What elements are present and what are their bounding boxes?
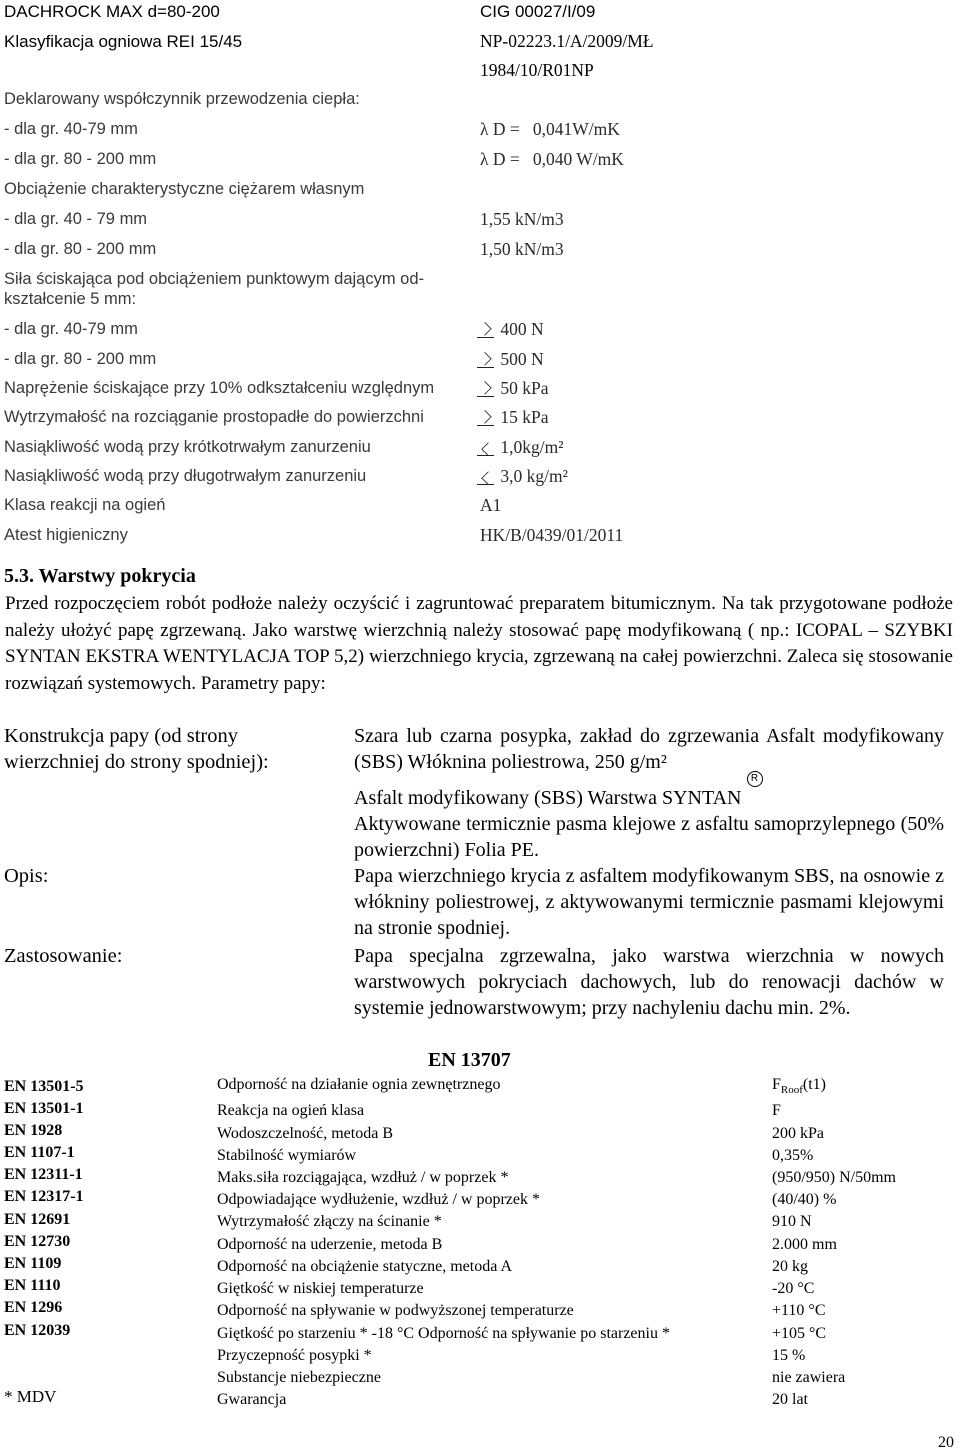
param-label: Wytrzymałość na rozciąganie prostopadłe do powierzchni — [4, 408, 424, 426]
property-value: 20 lat — [772, 1391, 808, 1408]
property-name: Substancje niebezpieczne — [217, 1369, 381, 1386]
construction-layers-text: Szara lub czarna posypka, zakład do zgrzewania Asfalt modyfikowany (SBS) Włóknina poliestrowa, 250 g/m² — [354, 725, 944, 773]
property-value-main: F — [772, 1076, 781, 1093]
property-name: Odporność na uderzenie, metoda B — [217, 1236, 443, 1253]
force-heading: Siła ściskająca pod obciążeniem punktowym dającym od- — [4, 270, 425, 288]
standard-code: EN 13501-5 — [4, 1078, 84, 1095]
description-label: Opis: — [4, 865, 49, 887]
standard-heading: EN 13707 — [428, 1049, 511, 1071]
property-value — [772, 1076, 826, 1096]
standard-code: EN 12730 — [4, 1233, 71, 1250]
property-name: Wytrzymałość złączy na ścinanie * — [217, 1213, 442, 1230]
description-text: Papa wierzchniego krycia z asfaltem modyfikowanym SBS, na osnowie z włókniny poliestrowej, z aktywowanymi termicznie pasmami klejowymi na stronie spodniej. — [354, 865, 944, 939]
property-name: Przyczepność posypki * — [217, 1347, 372, 1364]
conductivity-heading: Deklarowany współczynnik przewodzenia ciepła: — [4, 90, 360, 108]
property-name: Odpowiadające wydłużenie, wzdłuż / w poprzek * — [217, 1191, 540, 1208]
section-title: 5.3. Warstwy pokrycia — [4, 565, 196, 587]
load-row-label: - dla gr. 80 - 200 mm — [4, 240, 157, 258]
force-row-value: 500 N — [476, 349, 544, 370]
greater-equal-icon — [476, 410, 496, 428]
standard-code: EN 12039 — [4, 1322, 71, 1339]
property-name: Odporność na działanie ognia zewnętrznego — [217, 1076, 501, 1093]
load-heading: Obciążenie charakterystyczne ciężarem własnym — [4, 180, 365, 198]
application-label: Zastosowanie: — [4, 945, 123, 967]
standard-code: EN 1928 — [4, 1122, 63, 1139]
param-value: 15 kPa — [476, 407, 549, 428]
approval-number-2: 1984/10/R01NP — [480, 60, 594, 80]
registered-mark-icon: R — [747, 771, 763, 787]
property-value: 15 % — [772, 1347, 806, 1364]
standard-code: EN 12311-1 — [4, 1166, 83, 1183]
construction-label: Konstrukcja papy (od strony — [4, 725, 238, 747]
greater-equal-icon — [476, 352, 496, 370]
property-value: nie zawiera — [772, 1369, 846, 1386]
property-value: 910 N — [772, 1213, 812, 1230]
page-number: 20 — [938, 1434, 954, 1451]
property-name: Giętkość w niskiej temperaturze — [217, 1280, 424, 1297]
param-value: 3,0 kg/m² — [476, 466, 568, 487]
conductivity-row-value: λ D = 0,040 W/mK — [480, 149, 624, 169]
load-row-label: - dla gr. 40 - 79 mm — [4, 210, 148, 228]
property-name: Maks.siła rozciągająca, wzdłuż / w poprzek * — [217, 1169, 509, 1186]
standard-code: EN 1107-1 — [4, 1144, 75, 1161]
property-value-tail: (t1) — [802, 1076, 827, 1093]
param-label: Nasiąkliwość wodą przy długotrwałym zanurzeniu — [4, 467, 367, 485]
property-value-subscript: Roof — [780, 1084, 803, 1097]
force-row-value: 400 N — [476, 319, 544, 340]
construction-label-cont: wierzchniej do strony spodniej): — [4, 751, 269, 773]
property-value: 200 kPa — [772, 1125, 824, 1142]
greater-equal-icon — [476, 322, 496, 340]
approval-number: NP-02223.1/A/2009/MŁ — [480, 31, 654, 51]
param-value: A1 — [480, 495, 502, 515]
param-label: Naprężenie ściskające przy 10% odkształceniu względnym — [4, 379, 435, 397]
application-text: Papa specjalna zgrzewalna, jako warstwa wierzchnia w nowych warstwowych pokryciach dachowych, lub do renowacji dachów w systemie jednowarstwowym; przy nachyleniu dachu min. 2%. — [354, 945, 944, 1019]
mdv-note: * MDV — [4, 1387, 57, 1406]
conductivity-row-label: - dla gr. 40-79 mm — [4, 120, 138, 138]
force-row-label: - dla gr. 40-79 mm — [4, 320, 138, 338]
property-value: (950/950) N/50mm — [772, 1169, 896, 1186]
standard-code: EN 13501-1 — [4, 1100, 84, 1117]
standard-code: EN 1110 — [4, 1277, 61, 1294]
load-row-value: 1,50 kN/m3 — [480, 239, 564, 259]
certificate-number: CIG 00027/I/09 — [480, 2, 596, 21]
property-name: Odporność na spływanie w podwyższonej temperaturze — [217, 1302, 574, 1319]
param-value: HK/B/0439/01/2011 — [480, 525, 624, 545]
property-value: -20 °C — [772, 1280, 815, 1297]
param-label: Nasiąkliwość wodą przy krótkotrwałym zanurzeniu — [4, 438, 371, 456]
property-name: Giętkość po starzeniu * -18 °C Odporność na spływanie po starzeniu * — [217, 1325, 670, 1342]
property-value: (40/40) % — [772, 1191, 837, 1208]
document-title: DACHROCK MAX d=80-200 — [4, 2, 220, 21]
standard-code: EN 12691 — [4, 1211, 71, 1228]
property-value: 2.000 mm — [772, 1236, 837, 1253]
greater-equal-icon — [476, 381, 496, 399]
load-row-value: 1,55 kN/m3 — [480, 209, 564, 229]
conductivity-row-value: λ D = 0,041W/mK — [480, 119, 620, 139]
property-value: +105 °C — [772, 1325, 827, 1342]
param-label: Klasa reakcji na ogień — [4, 496, 166, 514]
param-value: 1,0kg/m² — [476, 437, 563, 458]
param-label: Atest higieniczny — [4, 526, 128, 544]
force-heading-cont: kształcenie 5 mm: — [4, 290, 137, 308]
construction-syntan-text: Asfalt modyfikowany (SBS) Warstwa SYNTAN R — [354, 785, 763, 811]
property-value: 0,35% — [772, 1147, 814, 1164]
param-value: 50 kPa — [476, 378, 549, 399]
force-row-label: - dla gr. 80 - 200 mm — [4, 350, 157, 368]
property-value: +110 °C — [772, 1302, 826, 1319]
property-value: 20 kg — [772, 1258, 808, 1275]
less-equal-icon — [476, 469, 496, 487]
less-equal-icon — [476, 440, 496, 458]
section-paragraph: Przed rozpoczęciem robót podłoże należy oczyścić i zagruntować preparatem bitumicznym. Na tak przygotowane podłoże należy ułożyć papę zgrzewaną. Jako warstwę wierzchnią należy stosować papę modyfikowaną ( np.: ICOPAL – SZYBKI SYNTAN EKSTRA WENTYLACJA TOP 5,2) wierzchniego krycia, zgrzewaną na całej powierzchni. Zaleca się stosowanie rozwiązań systemowych. Parametry papy: — [5, 593, 953, 694]
property-value: F — [772, 1102, 781, 1119]
property-name: Odporność na obciążenie statyczne, metoda A — [217, 1258, 512, 1275]
property-name: Reakcja na ogień klasa — [217, 1102, 365, 1119]
property-name: Gwarancja — [217, 1391, 287, 1408]
construction-adhesive-text: Aktywowane termicznie pasma klejowe z asfaltu samoprzylepnego (50% powierzchni) Folia PE. — [354, 813, 944, 861]
property-name: Stabilność wymiarów — [217, 1147, 357, 1164]
standard-code: EN 1296 — [4, 1299, 63, 1316]
conductivity-row-label: - dla gr. 80 - 200 mm — [4, 150, 157, 168]
standard-code: EN 12317-1 — [4, 1188, 84, 1205]
fire-classification: Klasyfikacja ogniowa REI 15/45 — [4, 32, 243, 51]
standard-code: EN 1109 — [4, 1255, 62, 1272]
property-name: Wodoszczelność, metoda B — [217, 1125, 393, 1142]
